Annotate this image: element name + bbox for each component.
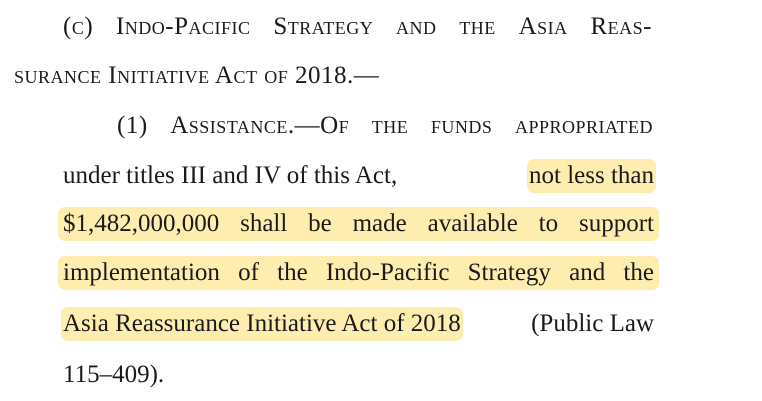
paragraph-line-6 xyxy=(63,360,164,390)
paragraph-line-4 xyxy=(63,258,654,288)
paragraph-text-2-plain: under titles III and IV of this Act, xyxy=(63,162,398,189)
paragraph-text-3: $1,482,000,000 shall be made available to support xyxy=(63,210,654,237)
highlighted-text-line-3 xyxy=(58,207,659,241)
paragraph-text-4: implementation of the Indo-Pacific Strategy and the xyxy=(63,259,654,286)
heading-text-2: surance Initiative Act of 2018.— xyxy=(14,62,380,89)
paragraph-line-5 xyxy=(63,309,654,339)
highlighted-text-start: not less than xyxy=(527,159,656,193)
heading-text-1: (c) Indo-Pacific Strategy and the Asia Reas- xyxy=(63,13,652,40)
highlighted-text-end: Asia Reassurance Initiative Act of 2018 xyxy=(61,307,463,341)
subsection-heading-line-1 xyxy=(63,12,652,42)
paragraph-line-1 xyxy=(117,111,653,141)
subsection-heading-line-2 xyxy=(14,61,379,91)
paragraph-text-5-plain: (Public Law xyxy=(531,310,654,337)
paragraph-title: (1) Assistance.—Of the funds appropriated xyxy=(117,112,653,139)
paragraph-line-2 xyxy=(63,161,654,191)
paragraph-line-3 xyxy=(63,209,654,239)
paragraph-text-6: 115–409). xyxy=(63,361,165,388)
highlighted-text-line-4 xyxy=(58,256,659,290)
